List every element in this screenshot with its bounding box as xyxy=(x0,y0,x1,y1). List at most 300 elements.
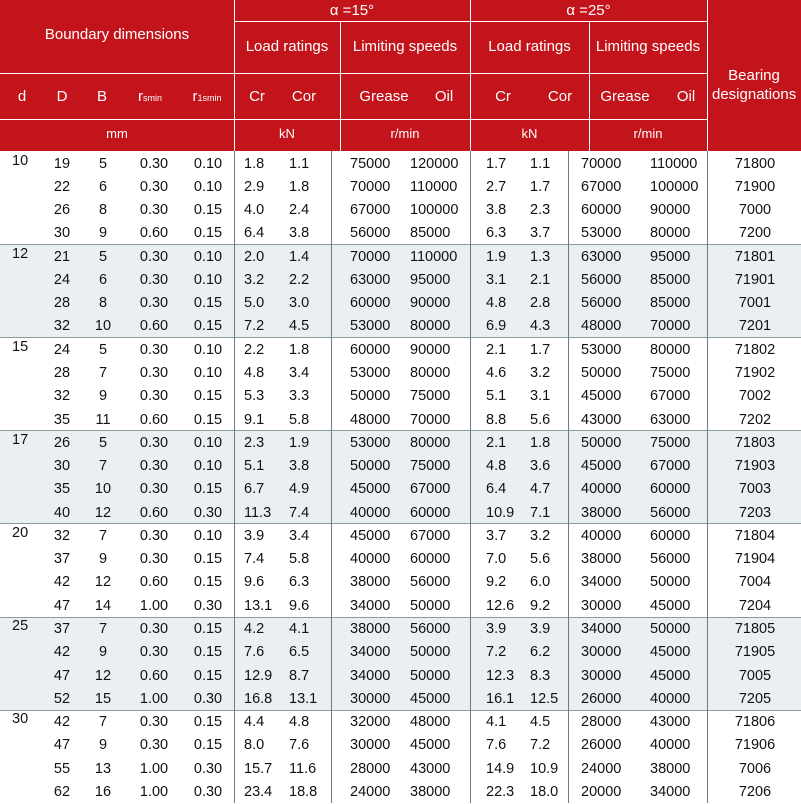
cell-cor-15: 5.8 xyxy=(289,411,310,428)
cell-grease-15: 53000 xyxy=(350,434,391,451)
cell-grease-15: 67000 xyxy=(350,202,391,219)
cell-r-smin: 0.30 xyxy=(139,388,169,405)
unit-kn-15: kN xyxy=(279,126,295,141)
cell-oil-15: 67000 xyxy=(410,527,451,544)
cell-cr-15: 2.2 xyxy=(244,341,265,358)
group-separator xyxy=(0,523,801,524)
alpha-15-label: α =15° xyxy=(329,2,375,19)
cell-cr-15: 7.4 xyxy=(244,551,265,568)
cell-oil-15: 120000 xyxy=(410,155,459,172)
cell-width-b: 5 xyxy=(98,434,108,451)
table-row xyxy=(0,432,801,455)
cell-oil-25: 38000 xyxy=(650,760,691,777)
cell-cor-25: 3.6 xyxy=(530,458,551,475)
cell-cr-15: 2.0 xyxy=(244,248,265,265)
cell-cr-15: 13.1 xyxy=(244,597,273,614)
cell-r1-smin: 0.15 xyxy=(193,295,223,312)
cell-width-b: 9 xyxy=(98,644,108,661)
cell-grease-15: 30000 xyxy=(350,690,391,707)
cell-grease-25: 45000 xyxy=(581,458,622,475)
cell-outer-diameter: 52 xyxy=(53,690,71,707)
cell-cor-15: 8.7 xyxy=(289,667,310,684)
cell-oil-15: 85000 xyxy=(410,225,451,242)
cell-oil-25: 45000 xyxy=(650,597,691,614)
cell-cr-15: 12.9 xyxy=(244,667,273,684)
cell-r-smin: 0.60 xyxy=(139,667,169,684)
cell-oil-15: 95000 xyxy=(410,271,451,288)
cell-cr-15: 6.7 xyxy=(244,481,265,498)
cell-d: 12 xyxy=(12,245,29,262)
cell-designation: 7004 xyxy=(738,574,772,591)
cell-cor-25: 3.9 xyxy=(530,621,551,637)
group-separator xyxy=(0,617,801,618)
cell-oil-25: 90000 xyxy=(650,202,691,219)
col-header-grease-25: Grease xyxy=(600,88,650,105)
cell-r-smin: 1.00 xyxy=(139,690,169,707)
cell-r1-smin: 0.10 xyxy=(193,271,223,288)
unit-rmin-25: r/min xyxy=(633,126,663,141)
cell-cor-15: 4.8 xyxy=(289,714,310,731)
cell-oil-25: 60000 xyxy=(650,481,691,498)
cell-grease-15: 75000 xyxy=(350,155,391,172)
cell-r-smin: 0.60 xyxy=(139,574,169,591)
limiting-speeds-label-25: Limiting speeds xyxy=(595,38,701,55)
cell-cr-25: 12.3 xyxy=(486,667,515,684)
cell-designation: 71904 xyxy=(734,551,776,568)
cell-grease-15: 53000 xyxy=(350,364,391,381)
bore-group-10 xyxy=(0,151,801,244)
cell-cr-25: 4.8 xyxy=(486,295,507,312)
cell-r1-smin: 0.10 xyxy=(193,248,223,265)
table-row xyxy=(0,781,801,804)
cell-cor-15: 7.4 xyxy=(289,504,310,521)
cell-grease-25: 60000 xyxy=(581,202,622,219)
cell-cr-15: 8.0 xyxy=(244,737,265,754)
cell-grease-15: 60000 xyxy=(350,295,391,312)
cell-oil-15: 80000 xyxy=(410,434,451,451)
cell-cr-15: 6.4 xyxy=(244,225,265,242)
cell-oil-25: 60000 xyxy=(650,527,691,544)
cell-cr-25: 2.7 xyxy=(486,178,507,195)
cell-grease-25: 20000 xyxy=(581,783,622,800)
cell-outer-diameter: 24 xyxy=(53,271,71,288)
cell-cor-15: 11.6 xyxy=(289,760,317,777)
cell-oil-15: 48000 xyxy=(410,714,451,731)
cell-cor-25: 3.7 xyxy=(530,225,551,242)
cell-grease-25: 70000 xyxy=(581,155,622,172)
cell-grease-25: 50000 xyxy=(581,364,622,381)
cell-d: 25 xyxy=(12,618,29,634)
cell-cor-15: 3.4 xyxy=(289,527,310,544)
load-ratings-label-15: Load ratings xyxy=(245,38,329,55)
cell-cor-25: 3.1 xyxy=(530,388,551,405)
column-divider xyxy=(470,151,471,803)
cell-cr-25: 16.1 xyxy=(486,690,515,707)
cell-r-smin: 0.30 xyxy=(139,714,169,731)
cell-r-smin: 0.30 xyxy=(139,481,169,498)
cell-cr-25: 7.0 xyxy=(486,551,507,568)
cell-r1-smin: 0.30 xyxy=(193,690,223,707)
cell-r1-smin: 0.30 xyxy=(193,783,223,800)
cell-oil-15: 45000 xyxy=(410,690,451,707)
col-header-cr-25: Cr xyxy=(495,88,511,105)
cell-oil-15: 45000 xyxy=(410,737,451,754)
cell-grease-15: 45000 xyxy=(350,481,391,498)
cell-r1-smin: 0.15 xyxy=(193,714,223,731)
table-row xyxy=(0,409,801,432)
cell-width-b: 14 xyxy=(94,597,112,614)
cell-grease-25: 38000 xyxy=(581,551,622,568)
cell-outer-diameter: 32 xyxy=(53,318,71,335)
cell-outer-diameter: 62 xyxy=(53,783,71,800)
cell-cr-15: 5.1 xyxy=(244,458,265,475)
cell-cor-15: 4.1 xyxy=(289,621,310,637)
load-ratings-label-25: Load ratings xyxy=(488,38,571,55)
unit-rmin-15: r/min xyxy=(390,126,420,141)
cell-grease-15: 34000 xyxy=(350,597,391,614)
cell-r1-smin: 0.10 xyxy=(193,458,223,475)
unit-kn-25: kN xyxy=(521,126,538,141)
cell-cor-15: 6.3 xyxy=(289,574,310,591)
cell-oil-15: 38000 xyxy=(410,783,451,800)
cell-oil-15: 70000 xyxy=(410,411,451,428)
cell-d: 20 xyxy=(12,524,29,541)
table-row xyxy=(0,269,801,292)
cell-cor-25: 4.5 xyxy=(530,714,551,731)
cell-width-b: 5 xyxy=(98,248,108,265)
cell-cr-15: 4.4 xyxy=(244,714,265,731)
bore-group-15 xyxy=(0,337,801,430)
cell-r-smin: 0.30 xyxy=(139,364,169,381)
cell-designation: 7205 xyxy=(738,690,772,707)
cell-grease-25: 34000 xyxy=(581,574,622,591)
cell-cr-15: 11.3 xyxy=(244,504,272,521)
cell-oil-25: 43000 xyxy=(650,714,691,731)
cell-cor-25: 3.2 xyxy=(530,527,551,544)
cell-grease-15: 60000 xyxy=(350,341,391,358)
cell-cr-15: 5.3 xyxy=(244,388,265,405)
table-row xyxy=(0,688,801,711)
cell-grease-15: 28000 xyxy=(350,760,391,777)
cell-width-b: 8 xyxy=(98,295,108,312)
cell-cor-15: 18.8 xyxy=(289,783,318,800)
col-header-r-letter: r xyxy=(137,88,143,105)
cell-designation: 71901 xyxy=(734,271,776,288)
col-header-d: d xyxy=(17,88,27,105)
cell-grease-25: 63000 xyxy=(581,248,622,265)
cell-cr-15: 15.7 xyxy=(244,760,273,777)
cell-grease-25: 53000 xyxy=(581,341,622,358)
cell-outer-diameter: 22 xyxy=(53,178,71,195)
cell-cor-15: 2.2 xyxy=(289,271,310,288)
table-row xyxy=(0,665,801,688)
cell-cor-15: 3.0 xyxy=(289,295,310,312)
cell-cr-25: 2.1 xyxy=(486,434,507,451)
cell-oil-15: 100000 xyxy=(410,202,459,219)
cell-cor-15: 3.8 xyxy=(289,458,310,475)
cell-cr-15: 4.8 xyxy=(244,364,265,381)
cell-width-b: 11 xyxy=(95,411,111,428)
cell-cr-15: 2.9 xyxy=(244,178,265,195)
cell-oil-15: 56000 xyxy=(410,621,451,637)
limiting-speeds-label-15: Limiting speeds xyxy=(352,38,458,55)
cell-designation: 7000 xyxy=(738,202,772,219)
cell-cor-15: 4.9 xyxy=(289,481,310,498)
cell-cor-15: 4.5 xyxy=(289,318,310,335)
cell-oil-15: 90000 xyxy=(410,341,451,358)
cell-width-b: 9 xyxy=(98,551,108,568)
table-row xyxy=(0,734,801,757)
column-divider xyxy=(707,151,708,803)
cell-grease-25: 24000 xyxy=(581,760,622,777)
cell-cr-25: 7.6 xyxy=(486,737,507,754)
col-header-cor-25: Cor xyxy=(547,88,573,105)
table-row xyxy=(0,362,801,385)
cell-grease-25: 28000 xyxy=(581,714,622,731)
bore-group-25 xyxy=(0,617,801,710)
cell-width-b: 13 xyxy=(94,760,112,777)
cell-r-smin: 0.30 xyxy=(139,458,169,475)
cell-cr-15: 3.9 xyxy=(244,527,265,544)
cell-grease-15: 24000 xyxy=(350,783,391,800)
cell-cor-15: 5.8 xyxy=(289,551,310,568)
cell-cor-25: 8.3 xyxy=(530,667,551,684)
cell-d: 15 xyxy=(12,338,29,355)
cell-width-b: 12 xyxy=(94,574,112,591)
cell-grease-15: 38000 xyxy=(350,574,391,591)
cell-cor-25: 10.9 xyxy=(530,760,559,777)
col-header-oil-15: Oil xyxy=(434,88,454,105)
cell-grease-15: 63000 xyxy=(350,271,391,288)
cell-oil-25: 85000 xyxy=(650,295,691,312)
cell-cor-25: 7.1 xyxy=(530,504,551,521)
cell-designation: 71902 xyxy=(734,364,776,381)
col-header-cor-15: Cor xyxy=(291,88,317,105)
cell-outer-diameter: 26 xyxy=(53,202,71,219)
cell-designation: 71905 xyxy=(734,644,776,661)
cell-r-smin: 0.30 xyxy=(139,155,169,172)
cell-cr-25: 8.8 xyxy=(486,411,507,428)
cell-grease-25: 30000 xyxy=(581,667,622,684)
cell-oil-25: 63000 xyxy=(650,411,691,428)
cell-cor-15: 1.8 xyxy=(289,178,310,195)
cell-designation: 71906 xyxy=(734,737,776,754)
cell-width-b: 10 xyxy=(94,481,112,498)
cell-outer-diameter: 21 xyxy=(53,248,71,265)
cell-r-smin: 1.00 xyxy=(139,597,169,614)
cell-outer-diameter: 37 xyxy=(53,551,71,568)
table-body xyxy=(0,151,801,803)
table-row xyxy=(0,199,801,222)
cell-outer-diameter: 26 xyxy=(53,434,71,451)
cell-width-b: 5 xyxy=(98,155,108,172)
cell-r-smin: 0.60 xyxy=(139,225,169,242)
cell-r-smin: 1.00 xyxy=(139,783,169,800)
cell-r1-smin: 0.15 xyxy=(193,551,223,568)
cell-grease-15: 45000 xyxy=(350,527,391,544)
cell-outer-diameter: 28 xyxy=(53,295,71,312)
cell-r-smin: 0.60 xyxy=(139,411,169,428)
table-row xyxy=(0,478,801,501)
cell-r-smin: 0.30 xyxy=(139,621,169,637)
cell-cor-25: 6.2 xyxy=(530,644,551,661)
cell-outer-diameter: 19 xyxy=(53,155,71,172)
cell-r1-smin: 0.10 xyxy=(193,527,223,544)
cell-outer-diameter: 35 xyxy=(53,411,71,428)
cell-designation: 7201 xyxy=(738,318,772,335)
cell-cor-15: 13.1 xyxy=(289,690,318,707)
column-divider xyxy=(331,151,332,803)
cell-r-smin: 0.60 xyxy=(139,318,169,335)
col-header-r-smin xyxy=(128,88,172,107)
cell-r1-smin: 0.15 xyxy=(193,574,223,591)
cell-designation: 71803 xyxy=(734,434,776,451)
cell-grease-15: 70000 xyxy=(350,178,391,195)
cell-grease-25: 45000 xyxy=(581,388,622,405)
cell-oil-25: 110000 xyxy=(650,155,698,172)
cell-designation: 7003 xyxy=(738,481,772,498)
cell-cor-25: 1.7 xyxy=(530,178,551,195)
boundary-dimensions-label: Boundary dimensions xyxy=(44,26,190,43)
table-row xyxy=(0,525,801,548)
cell-cr-25: 1.7 xyxy=(486,155,507,172)
cell-r1-smin: 0.15 xyxy=(193,737,223,754)
cell-cor-25: 7.2 xyxy=(530,737,551,754)
cell-cor-15: 1.9 xyxy=(289,434,310,451)
cell-cor-25: 5.6 xyxy=(530,411,551,428)
cell-designation: 71801 xyxy=(734,248,776,265)
cell-oil-15: 50000 xyxy=(410,667,451,684)
cell-cr-25: 6.3 xyxy=(486,225,507,242)
cell-oil-15: 50000 xyxy=(410,597,451,614)
cell-oil-25: 67000 xyxy=(650,458,691,475)
cell-r-smin: 0.30 xyxy=(139,178,169,195)
cell-cr-25: 2.1 xyxy=(486,341,507,358)
cell-cr-15: 7.6 xyxy=(244,644,265,661)
cell-grease-25: 56000 xyxy=(581,271,622,288)
cell-grease-25: 50000 xyxy=(581,434,622,451)
cell-r1-smin: 0.15 xyxy=(193,644,223,661)
cell-grease-15: 70000 xyxy=(350,248,391,265)
cell-designation: 7200 xyxy=(738,225,772,242)
cell-cr-25: 4.1 xyxy=(486,714,507,731)
cell-cr-25: 4.6 xyxy=(486,364,507,381)
cell-r1-smin: 0.15 xyxy=(193,411,223,428)
cell-designation: 7203 xyxy=(738,504,772,521)
cell-r1-smin: 0.15 xyxy=(193,202,223,219)
cell-designation: 7204 xyxy=(738,597,772,614)
cell-cr-25: 9.2 xyxy=(486,574,507,591)
cell-oil-25: 34000 xyxy=(650,783,691,800)
cell-cor-15: 1.4 xyxy=(289,248,310,265)
table-row xyxy=(0,571,801,594)
table-row xyxy=(0,618,801,641)
cell-outer-diameter: 42 xyxy=(53,714,71,731)
cell-cor-15: 9.6 xyxy=(289,597,310,614)
cell-designation: 71903 xyxy=(734,458,776,475)
cell-d: 10 xyxy=(12,152,29,169)
cell-outer-diameter: 47 xyxy=(53,597,71,614)
cell-cr-25: 12.6 xyxy=(486,597,515,614)
cell-grease-25: 48000 xyxy=(581,318,622,335)
cell-cr-15: 4.2 xyxy=(244,621,265,637)
cell-cr-15: 16.8 xyxy=(244,690,273,707)
cell-cor-25: 1.1 xyxy=(530,155,551,172)
cell-cor-15: 6.5 xyxy=(289,644,310,661)
alpha-25-label: α =25° xyxy=(566,2,611,19)
cell-oil-25: 95000 xyxy=(650,248,691,265)
cell-oil-15: 110000 xyxy=(410,178,458,195)
cell-cr-25: 7.2 xyxy=(486,644,507,661)
cell-oil-25: 40000 xyxy=(650,690,691,707)
cell-outer-diameter: 42 xyxy=(53,574,71,591)
cell-cor-25: 4.3 xyxy=(530,318,551,335)
cell-outer-diameter: 40 xyxy=(53,504,71,521)
table-row xyxy=(0,246,801,269)
cell-r-smin: 0.30 xyxy=(139,527,169,544)
cell-r1-smin: 0.15 xyxy=(193,621,223,637)
cell-oil-15: 43000 xyxy=(410,760,451,777)
cell-oil-15: 80000 xyxy=(410,364,451,381)
col-header-cr-15: Cr xyxy=(249,88,265,105)
cell-oil-25: 50000 xyxy=(650,574,691,591)
table-row xyxy=(0,758,801,781)
col-header-r1-letter: r xyxy=(192,88,198,105)
bore-group-30 xyxy=(0,710,801,803)
cell-grease-15: 38000 xyxy=(350,621,391,637)
cell-grease-15: 40000 xyxy=(350,504,391,521)
cell-r1-smin: 0.15 xyxy=(193,318,223,335)
col-header-D: D xyxy=(56,88,68,105)
cell-oil-15: 75000 xyxy=(410,458,451,475)
cell-designation: 71900 xyxy=(734,178,776,195)
cell-grease-15: 56000 xyxy=(350,225,391,242)
cell-oil-25: 45000 xyxy=(650,667,691,684)
cell-designation: 71806 xyxy=(734,714,776,731)
cell-width-b: 9 xyxy=(98,737,108,754)
cell-oil-25: 100000 xyxy=(650,178,699,195)
cell-cor-25: 2.3 xyxy=(530,202,551,219)
cell-oil-15: 75000 xyxy=(410,388,451,405)
cell-cor-25: 3.2 xyxy=(530,364,551,381)
column-divider xyxy=(234,151,235,803)
cell-cr-25: 5.1 xyxy=(486,388,507,405)
cell-width-b: 7 xyxy=(98,458,108,475)
cell-oil-25: 75000 xyxy=(650,434,691,451)
cell-r1-smin: 0.10 xyxy=(193,364,223,381)
group-separator xyxy=(0,337,801,338)
cell-cor-25: 1.7 xyxy=(530,341,551,358)
cell-grease-25: 40000 xyxy=(581,527,622,544)
cell-oil-15: 67000 xyxy=(410,481,451,498)
table-row xyxy=(0,711,801,734)
cell-outer-diameter: 37 xyxy=(53,621,71,637)
cell-r-smin: 0.30 xyxy=(139,341,169,358)
cell-oil-15: 80000 xyxy=(410,318,451,335)
cell-width-b: 8 xyxy=(98,202,108,219)
cell-cor-25: 6.0 xyxy=(530,574,551,591)
cell-cr-15: 1.8 xyxy=(244,155,265,172)
cell-cr-15: 9.6 xyxy=(244,574,265,591)
cell-cr-15: 7.2 xyxy=(244,318,265,335)
table-row xyxy=(0,315,801,338)
cell-r-smin: 0.30 xyxy=(139,551,169,568)
cell-oil-25: 85000 xyxy=(650,271,691,288)
cell-grease-25: 40000 xyxy=(581,481,622,498)
cell-cr-25: 1.9 xyxy=(486,248,507,265)
cell-r1-smin: 0.15 xyxy=(193,388,223,405)
cell-grease-15: 30000 xyxy=(350,737,391,754)
